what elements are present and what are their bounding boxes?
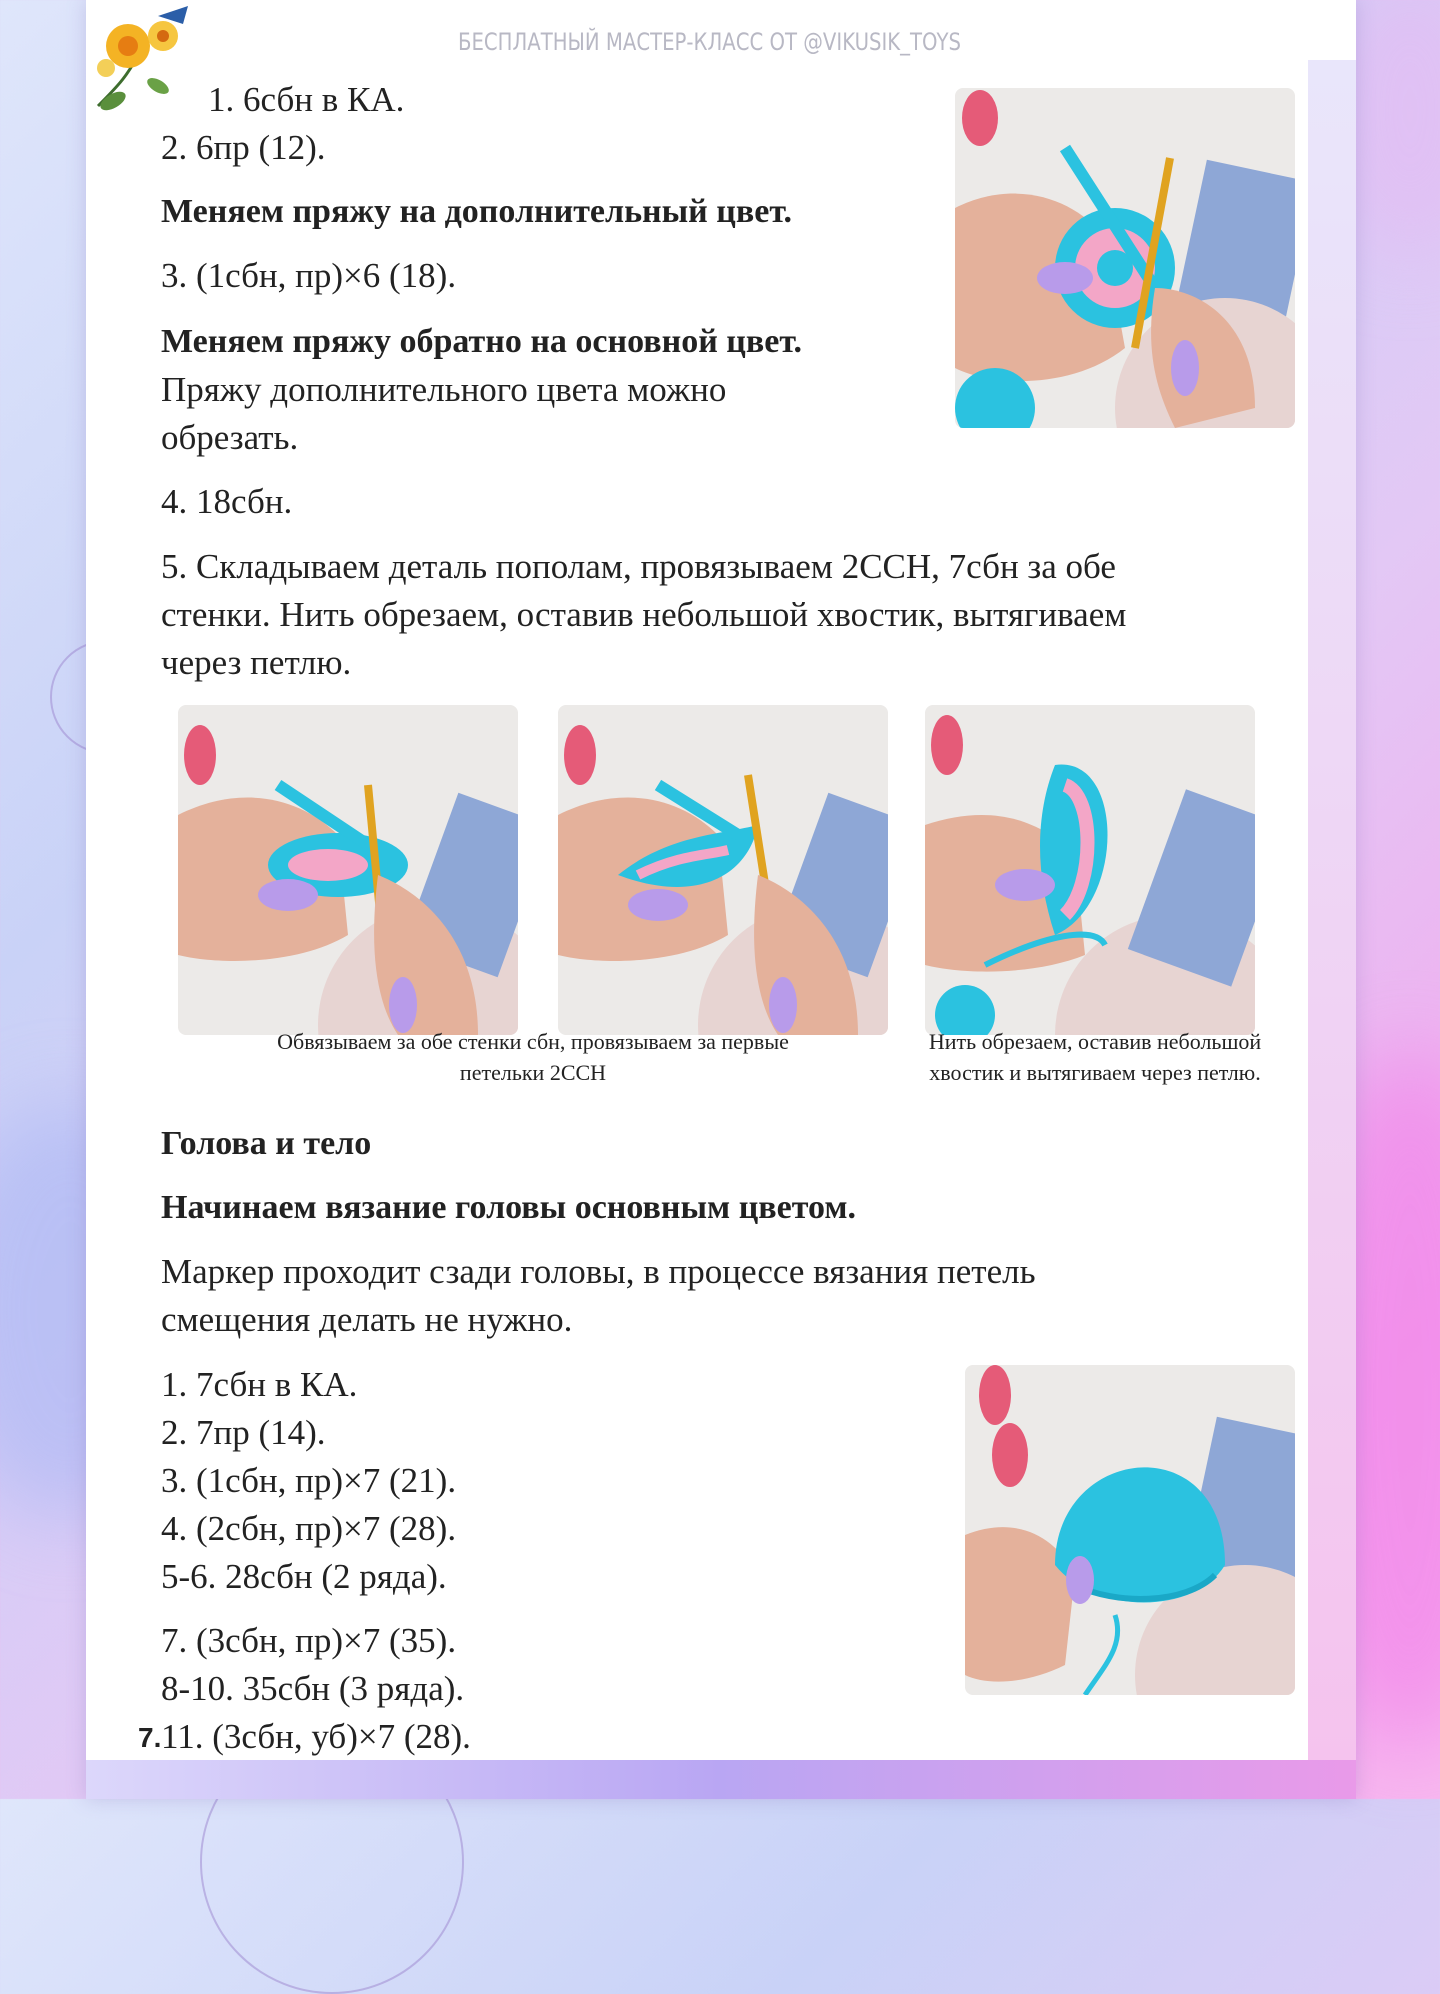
- photo-step-b: [558, 705, 888, 1035]
- caption-right-line2: хвостик и вытягиваем через петлю.: [929, 1060, 1261, 1085]
- head-row-1: 1. 7сбн в КА.: [161, 1365, 358, 1404]
- photo-crochet-circle: [955, 88, 1295, 428]
- head-row-7: 8-10. 35сбн (3 ряда).: [161, 1669, 465, 1708]
- head-row-6: 7. (3сбн, пр)×7 (35).: [161, 1621, 457, 1660]
- head-row-5: 5-6. 28сбн (2 ряда).: [161, 1557, 447, 1596]
- caption-left-line1: Обвязываем за обе стенки сбн, провязываем за первые: [277, 1029, 789, 1054]
- note-marker-line1: Маркер проходит сзади головы, в процессе вязания петель: [161, 1252, 1036, 1291]
- row-2: 2. 6пр (12).: [161, 128, 326, 167]
- row-5-line3: через петлю.: [161, 643, 352, 682]
- bottom-decor-band: [86, 1760, 1356, 1799]
- section-heading: Голова и тело: [161, 1125, 372, 1162]
- instruction-change-yarn: Меняем пряжу на дополнительный цвет.: [161, 193, 792, 230]
- photo-head-cup: [965, 1365, 1295, 1695]
- photo-step-c: [925, 705, 1255, 1035]
- instruction-change-back: Меняем пряжу обратно на основной цвет.: [161, 323, 802, 360]
- photo-step-a: [178, 705, 518, 1035]
- page-edge-strip: [1308, 60, 1356, 1760]
- row-5-line2: стенки. Нить обрезаем, оставив небольшой хвостик, вытягиваем: [161, 595, 1127, 634]
- head-row-8: 11. (3сбн, уб)×7 (28).: [161, 1717, 471, 1756]
- caption-right-line1: Нить обрезаем, оставив небольшой: [928, 1029, 1262, 1054]
- instruction-start-head: Начинаем вязание головы основным цветом.: [161, 1189, 857, 1226]
- header-watermark: БЕСПЛАТНЫЙ МАСТЕР-КЛАСС ОТ @VIKUSIK_TOYS: [458, 28, 961, 56]
- note-cut-line1: Пряжу дополнительного цвета можно: [161, 370, 727, 409]
- row-1: 1. 6сбн в КА.: [208, 80, 405, 119]
- caption-left-line2: петельки 2ССН: [459, 1060, 607, 1085]
- row-3: 3. (1сбн, пр)×6 (18).: [161, 256, 457, 295]
- note-marker-line2: смещения делать не нужно.: [161, 1300, 573, 1339]
- head-row-2: 2. 7пр (14).: [161, 1413, 326, 1452]
- note-cut-line2: обрезать.: [161, 418, 299, 457]
- page-number: 7.: [138, 1722, 162, 1753]
- row-4: 4. 18сбн.: [161, 482, 293, 521]
- row-5-line1: 5. Складываем деталь пополам, провязываем 2ССН, 7сбн за обе: [161, 547, 1116, 586]
- flower-bird-decoration: [88, 6, 198, 126]
- head-row-3: 3. (1сбн, пр)×7 (21).: [161, 1461, 457, 1500]
- head-row-4: 4. (2сбн, пр)×7 (28).: [161, 1509, 457, 1548]
